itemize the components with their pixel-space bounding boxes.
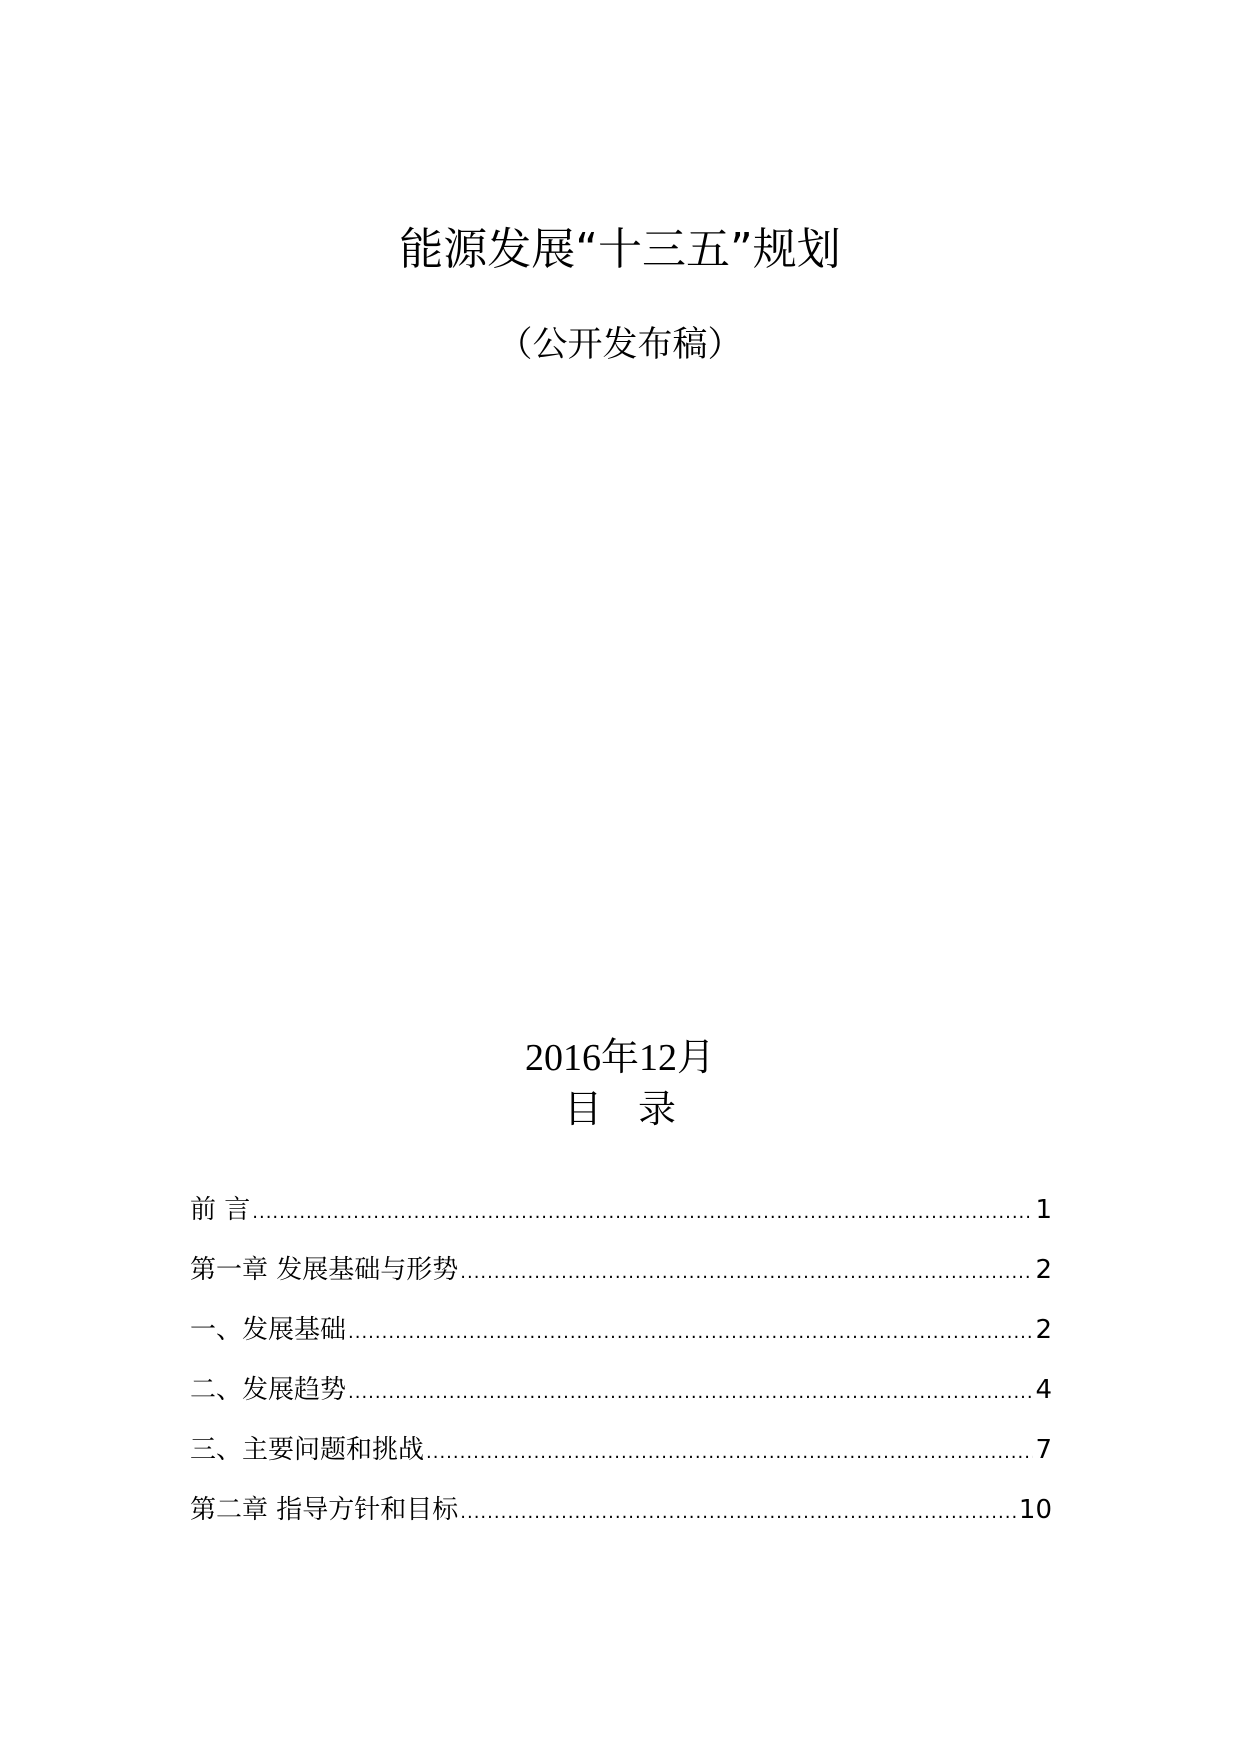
toc-entry-label: 第一章 发展基础与形势 bbox=[190, 1255, 459, 1285]
toc-entry-page: 4 bbox=[1035, 1375, 1052, 1405]
toc-entry-page: 2 bbox=[1035, 1255, 1052, 1285]
toc-entry-label: 一、发展基础 bbox=[190, 1315, 347, 1345]
toc-entry-page: 10 bbox=[1018, 1495, 1052, 1525]
toc-dot-leader bbox=[348, 1303, 1033, 1360]
toc-entry-preface[interactable] bbox=[190, 1180, 1052, 1240]
toc-entry-label: 二、发展趋势 bbox=[190, 1375, 347, 1405]
toc-entry-section-1-2[interactable] bbox=[190, 1360, 1052, 1420]
toc-entry-label: 三、主要问题和挑战 bbox=[190, 1435, 425, 1465]
toc-dot-leader bbox=[426, 1423, 1033, 1480]
document-subtitle: （公开发布稿） bbox=[497, 325, 743, 365]
document-title: 能源发展“十三五”规划 bbox=[399, 224, 841, 275]
toc-entry-label: 第二章 指导方针和目标 bbox=[190, 1495, 459, 1525]
toc-heading: 目 录 bbox=[563, 1087, 689, 1131]
document-date: 2016年12月 bbox=[524, 1037, 715, 1079]
toc-entry-section-1-3[interactable] bbox=[190, 1420, 1052, 1480]
toc-dot-leader bbox=[460, 1243, 1033, 1300]
toc-entry-page: 2 bbox=[1035, 1315, 1052, 1345]
toc-entry-page: 1 bbox=[1035, 1195, 1052, 1225]
toc-dot-leader bbox=[460, 1483, 1017, 1540]
toc-entry-chapter-2[interactable] bbox=[190, 1480, 1052, 1540]
table-of-contents bbox=[190, 1180, 1052, 1540]
toc-entry-section-1-1[interactable] bbox=[190, 1300, 1052, 1360]
toc-dot-leader bbox=[252, 1183, 1033, 1240]
toc-entry-page: 7 bbox=[1035, 1435, 1052, 1465]
toc-dot-leader bbox=[348, 1363, 1033, 1420]
toc-entry-chapter-1[interactable] bbox=[190, 1240, 1052, 1300]
toc-entry-label: 前 言 bbox=[190, 1195, 251, 1225]
